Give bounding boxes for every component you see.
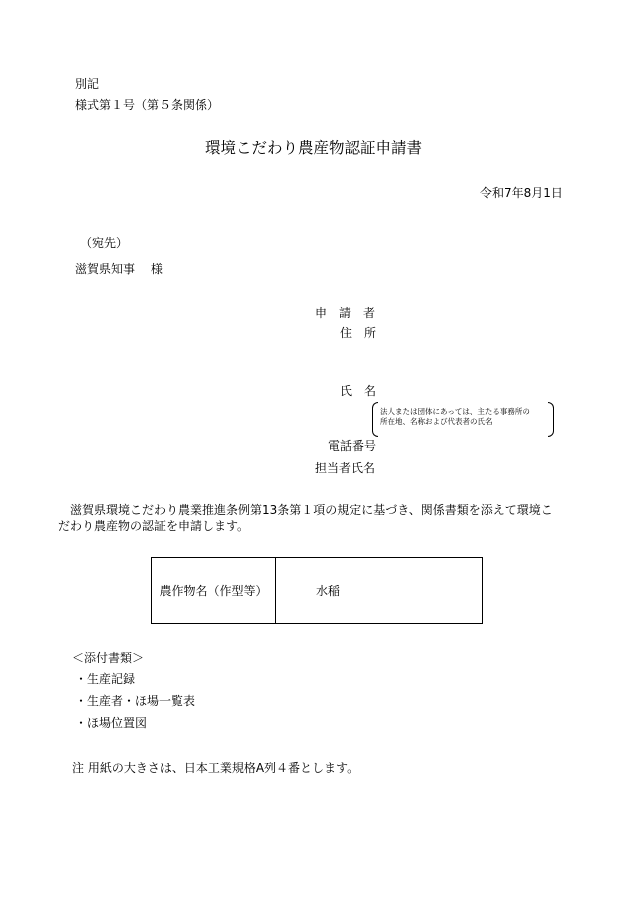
- paper-size-note: 注 用紙の大きさは、日本工業規格A列４番とします。: [72, 761, 360, 775]
- name-label: 氏 名: [340, 384, 377, 398]
- document-title: 環境こだわり農産物認証申請書: [205, 139, 423, 157]
- crop-name-value: 水稲: [276, 558, 483, 624]
- note-bracket-right: [548, 402, 554, 437]
- attachment-item: ・生産記録: [75, 672, 136, 686]
- crop-table-row: [152, 558, 483, 624]
- application-date: 令和7年8月1日: [480, 186, 563, 200]
- body-text-line2: だわり農産物の認証を申請します。: [58, 519, 250, 533]
- applicant-heading: 申 請 者: [315, 306, 376, 320]
- attachments-heading: ＜添付書類＞: [72, 651, 145, 665]
- attachment-item: ・ほ場位置図: [75, 716, 148, 730]
- address-label: 住 所: [340, 326, 377, 340]
- attachment-item: ・生産者・ほ場一覧表: [75, 694, 196, 708]
- form-number: 様式第１号（第５条関係）: [75, 98, 220, 112]
- phone-label: 電話番号: [328, 439, 377, 453]
- corporate-note-line1: 法人または団体にあっては、主たる事務所の: [380, 407, 530, 416]
- crop-table: [151, 557, 483, 624]
- corporate-note-line2: 所在地、名称および代表者の氏名: [380, 417, 493, 426]
- appendix-label: 別記: [75, 77, 100, 91]
- addressee-name: 滋賀県知事 様: [75, 262, 163, 276]
- contact-person-label: 担当者氏名: [315, 461, 376, 475]
- body-text-line1: 滋賀県環境こだわり農業推進条例第13条第１項の規定に基づき、関係書類を添えて環境こ: [70, 503, 553, 517]
- crop-name-label: 農作物名（作型等）: [152, 558, 276, 624]
- addressee-label: （宛先）: [80, 236, 129, 250]
- note-bracket-left: [372, 402, 378, 437]
